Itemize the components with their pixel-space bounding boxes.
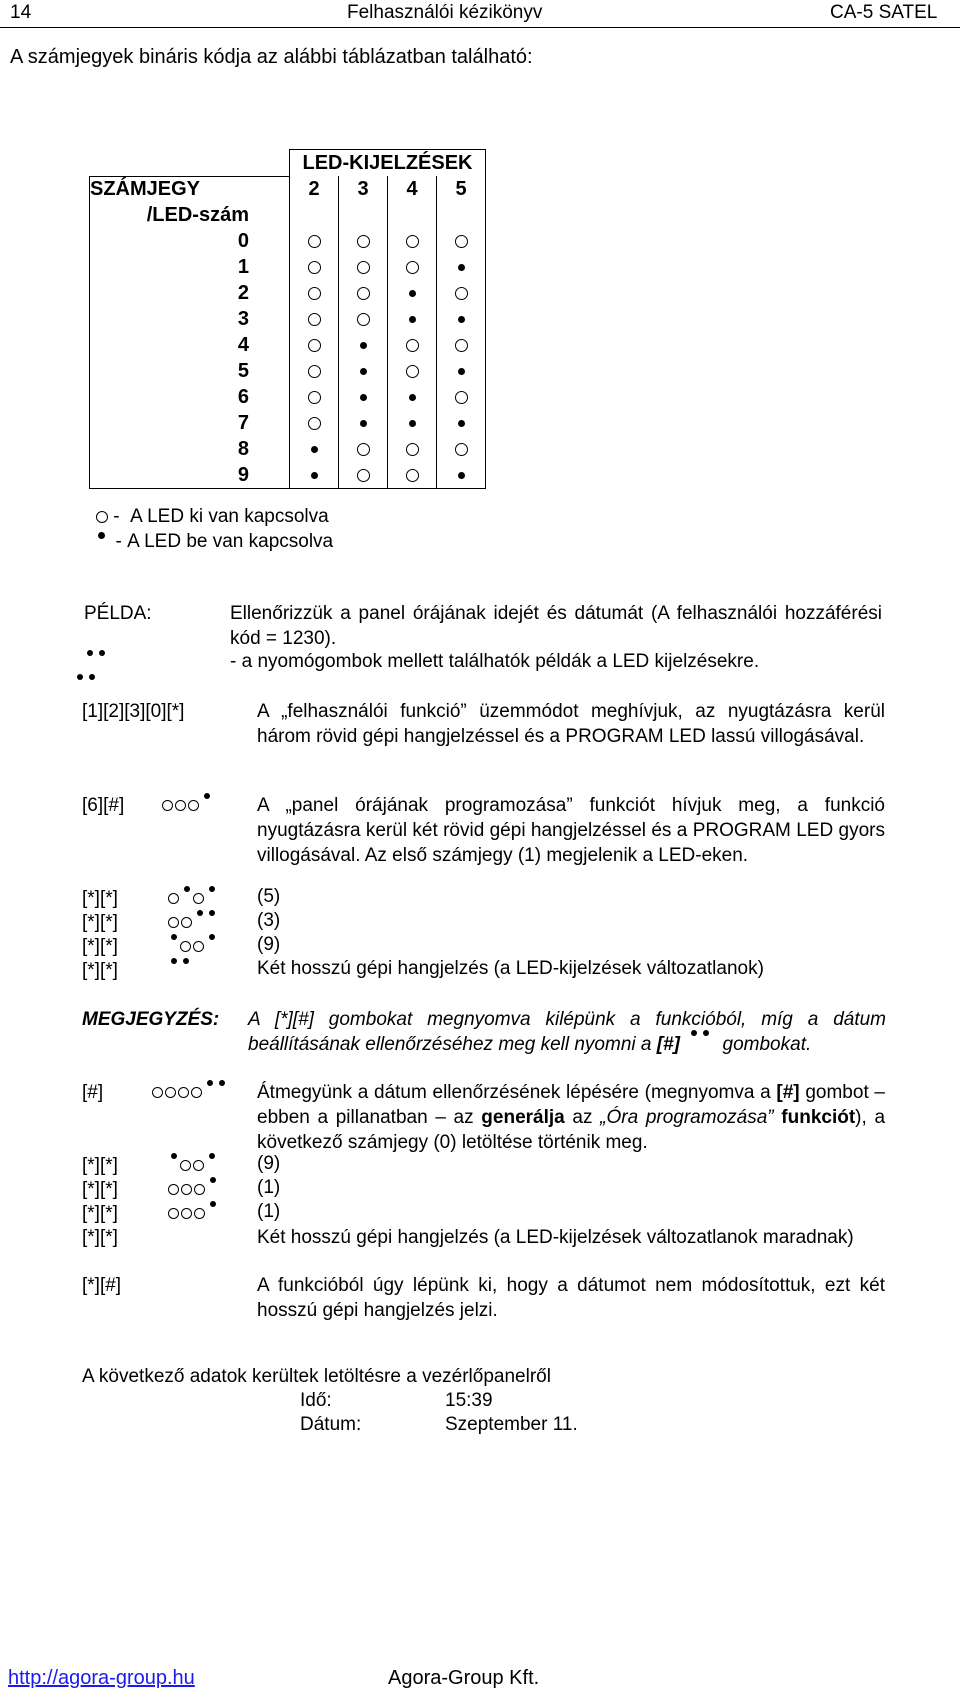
step-key: [*][#] — [82, 1275, 122, 1296]
step-key: [6][#] — [82, 795, 125, 816]
step-text: (9) — [257, 1153, 281, 1174]
led-off-icon — [308, 391, 321, 404]
led-column-header: /LED-szám — [90, 202, 290, 228]
led-off-icon — [406, 235, 419, 248]
digit-value: 3 — [90, 306, 290, 332]
led-on-icon — [458, 472, 465, 479]
step-text: (1) — [257, 1177, 281, 1198]
led-off-icon — [406, 339, 419, 352]
time-value: 15:39 — [445, 1390, 493, 1411]
digit-row — [90, 358, 486, 384]
digit-row — [90, 228, 486, 254]
led-on-icon — [458, 420, 465, 427]
step-key: [*][*] — [82, 1203, 118, 1224]
example-note: - a nyomógombok mellett találhatók példák a LED kijelzésekre. — [230, 651, 760, 672]
led-off-icon — [455, 235, 468, 248]
digit-row — [90, 332, 486, 358]
led-off-icon — [357, 287, 370, 300]
step-key: [*][*] — [82, 1179, 118, 1200]
led-on-icon — [458, 316, 465, 323]
intro-text: A számjegyek bináris kódja az alábbi táblázatban található: — [10, 46, 533, 68]
step-text: A „panel órájának programozása” funkciót hívjuk meg, a funkció nyugtázásra kerül két rövid gépi hangjelzéssel és a PROGRAM LED gyors villogásával. Az első számjegy (1) megjelenik a LED-eken. — [257, 795, 885, 866]
led-on-icon — [311, 446, 318, 453]
led-on-icon — [409, 316, 416, 323]
led-on-icon — [87, 650, 93, 656]
step-text: A funkcióból úgy lépünk ki, hogy a dátumot nem módosítottuk, ezt két hosszú gépi hangjelzés jelzi. — [257, 1275, 885, 1321]
digit-value: 0 — [90, 228, 290, 254]
digit-row — [90, 410, 486, 436]
led-off-icon — [308, 313, 321, 326]
legend-on: - A LED be van kapcsolva — [98, 531, 333, 553]
downloaded-title: A következő adatok kerültek letöltésre a vezérlőpanelről — [82, 1366, 551, 1387]
led-off-icon — [96, 511, 108, 523]
step-text: Két hosszú gépi hangjelzés (a LED-kijelzések változatlanok maradnak) — [257, 1227, 854, 1248]
legend-off: - A LED ki van kapcsolva — [96, 506, 329, 528]
led-on-icon — [89, 674, 95, 680]
step-text: A „felhasználói funkció” üzemmódot meghívjuk, az nyugtázásra kerül három rövid gépi hangjelzéssel és a PROGRAM LED lassú villogásával. — [257, 701, 885, 747]
led-off-icon — [455, 339, 468, 352]
led-off-icon — [455, 443, 468, 456]
digit-row — [90, 436, 486, 462]
digit-value: 1 — [90, 254, 290, 280]
led-pattern — [168, 1203, 219, 1225]
digit-row — [90, 280, 486, 306]
led-on-icon — [99, 650, 105, 656]
led-off-icon — [357, 443, 370, 456]
led-pattern — [162, 795, 213, 817]
led-number: 2 — [290, 176, 339, 202]
date-label: Dátum: — [300, 1414, 362, 1435]
step-key: [1][2][3][0][*] — [82, 701, 185, 722]
legend-on-text: A LED be van kapcsolva — [127, 531, 334, 552]
led-on-icon — [360, 342, 367, 349]
step-key: [*][*] — [82, 1155, 118, 1176]
example-intro: Ellenőrizzük a panel órájának idejét és dátumát (A felhasználói hozzáférési kód = 1230). — [230, 603, 882, 649]
led-on-icon — [409, 394, 416, 401]
led-off-icon — [357, 235, 370, 248]
digit-value: 8 — [90, 436, 290, 462]
digit-value: 9 — [90, 462, 290, 489]
product-name: CA-5 SATEL — [830, 2, 938, 23]
example-label: PÉLDA: — [84, 603, 152, 624]
led-pattern — [168, 912, 218, 934]
digit-column-header: SZÁMJEGY — [90, 177, 201, 200]
led-off-icon — [406, 469, 419, 482]
date-value: Szeptember 11. — [445, 1414, 578, 1435]
digit-value: 4 — [90, 332, 290, 358]
led-on-icon — [77, 674, 83, 680]
binary-code-table — [89, 149, 486, 489]
note-text: A [*][#] gombokat megnyomva kilépünk a funkcióból, míg a dátum beállításának ellenőrzéséhez meg kell nyomni a [#] gombokat. — [248, 1009, 886, 1055]
step-key: [*][*] — [82, 912, 118, 933]
led-off-icon — [308, 417, 321, 430]
led-on-icon — [458, 368, 465, 375]
led-pattern — [168, 1155, 218, 1177]
step-key: [*][*] — [82, 960, 118, 981]
step-text: (3) — [257, 910, 281, 931]
step-key: [*][*] — [82, 888, 118, 909]
legend-off-text: A LED ki van kapcsolva — [130, 506, 329, 527]
led-off-icon — [455, 391, 468, 404]
led-off-icon — [308, 235, 321, 248]
digit-row — [90, 384, 486, 410]
header-divider — [0, 27, 960, 28]
step-key: [#] — [82, 1082, 104, 1103]
led-pattern — [152, 1082, 228, 1104]
note-label: MEGJEGYZÉS: — [82, 1009, 220, 1030]
led-off-icon — [406, 443, 419, 456]
digit-row — [90, 306, 486, 332]
led-number: 3 — [339, 176, 388, 202]
step-text: Két hosszú gépi hangjelzés (a LED-kijelzések változatlanok) — [257, 958, 764, 979]
led-pattern — [168, 1179, 219, 1201]
led-pattern — [168, 888, 218, 910]
digit-value: 2 — [90, 280, 290, 306]
led-off-icon — [357, 313, 370, 326]
leds-two-on — [84, 652, 108, 674]
leds-two-on — [74, 676, 98, 698]
step-text: (1) — [257, 1201, 281, 1222]
led-off-icon — [308, 339, 321, 352]
digit-value: 7 — [90, 410, 290, 436]
led-number: 4 — [388, 176, 437, 202]
step-text: (9) — [257, 934, 281, 955]
led-on-icon — [98, 532, 105, 539]
led-number: 5 — [437, 176, 486, 202]
page-number: 14 — [10, 2, 32, 23]
step-text: (5) — [257, 886, 281, 907]
digit-value: 5 — [90, 358, 290, 384]
led-pattern — [168, 936, 218, 958]
digit-value: 6 — [90, 384, 290, 410]
step-text: Átmegyünk a dátum ellenőrzésének lépésére (megnyomva a [#] gombot – ebben a pillanatban – az generálja az „Óra programozása” funkciót), a következő számjegy (0) letöltése történik meg. — [257, 1082, 886, 1153]
step-key: [*][*] — [82, 936, 118, 957]
led-on-icon — [458, 264, 465, 271]
led-on-icon — [409, 290, 416, 297]
led-on-icon — [360, 368, 367, 375]
led-on-icon — [360, 394, 367, 401]
led-off-icon — [308, 287, 321, 300]
led-off-icon — [357, 469, 370, 482]
led-pattern — [168, 960, 192, 982]
led-off-icon — [308, 365, 321, 378]
led-off-icon — [308, 261, 321, 274]
time-label: Idő: — [300, 1390, 332, 1411]
digit-row — [90, 254, 486, 280]
led-display-heading: LED-KIJELZÉSEK — [290, 150, 486, 177]
led-on-icon — [360, 420, 367, 427]
led-off-icon — [455, 287, 468, 300]
footer-link[interactable]: http://agora-group.hu — [8, 1667, 195, 1689]
led-off-icon — [406, 365, 419, 378]
led-off-icon — [406, 261, 419, 274]
document-title: Felhasználói kézikönyv — [347, 2, 543, 23]
led-on-icon — [311, 472, 318, 479]
footer-company: Agora-Group Kft. — [388, 1667, 540, 1689]
step-key: [*][*] — [82, 1227, 118, 1248]
led-off-icon — [357, 261, 370, 274]
led-on-icon — [409, 420, 416, 427]
digit-rows — [90, 228, 486, 489]
digit-row — [90, 462, 486, 489]
